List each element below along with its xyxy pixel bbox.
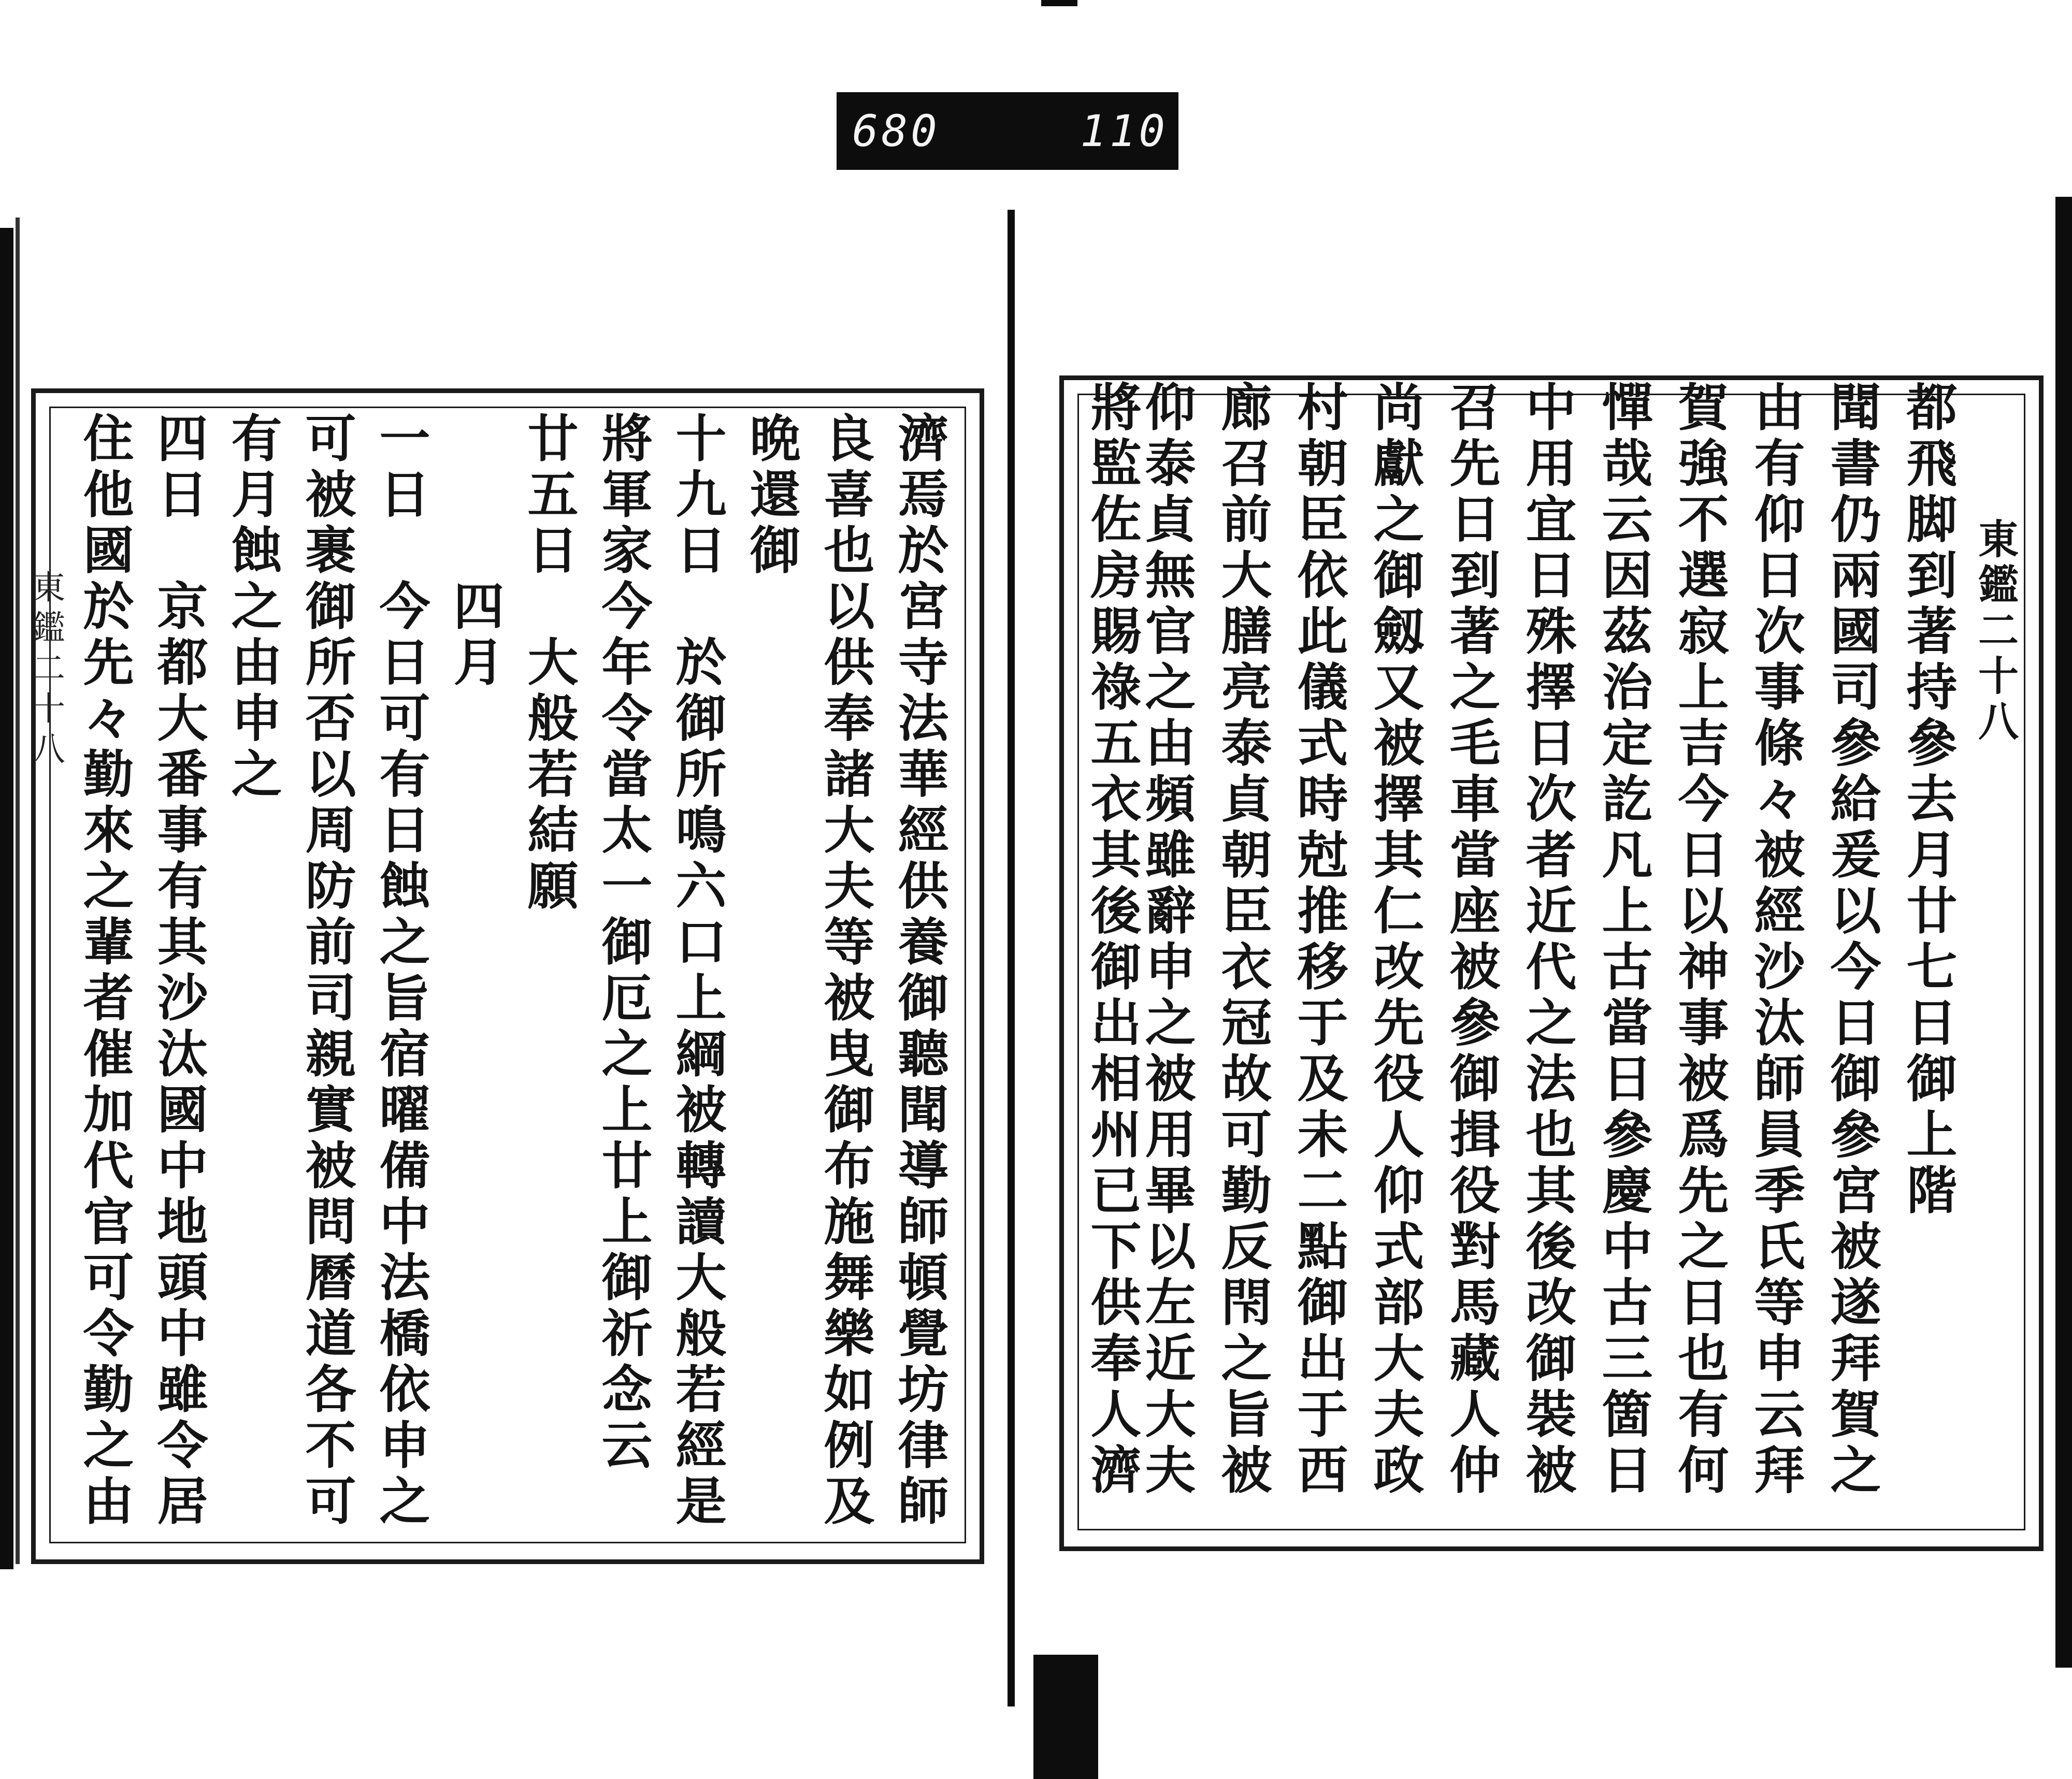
archive-label-left: 680: [852, 106, 940, 156]
right-page-column: 將監佐房賜祿五衣其後御出相州已下供奉人濟: [1082, 381, 1142, 1499]
book-spine: [1008, 210, 1015, 1706]
left-page-column: 四日 京都大番事有其沙汰國中地頭中雖令居: [149, 412, 208, 1530]
left-edge-shadow: [0, 228, 13, 1569]
left-page-column: 住他國於先々勤來之輩者催加代官可令勤之由: [75, 412, 134, 1530]
left-page-gutter-title: 東鑑二十八: [26, 570, 65, 772]
left-page-column: 濟焉於宮寺法華經供養御聽聞導師頓覺坊律師: [889, 412, 949, 1530]
left-page-column: 將軍家今年令當太一御厄之上廿上御祈念云: [593, 412, 653, 1474]
right-page-column: 中用宜日殊擇日次者近代之法也其後改御裝被: [1517, 381, 1577, 1499]
right-page-column: 廊召前大膳亮泰貞朝臣衣冠故可勤反閇之旨被: [1213, 381, 1272, 1499]
left-page-edge: [16, 218, 20, 1564]
right-edge-shadow: [2055, 197, 2072, 1668]
left-page-column: 一日 今日可有日蝕之旨宿曜備中法橋依申之: [371, 412, 430, 1530]
right-page-column: 賀強不選寂上吉今日以神事被爲先之日也有何: [1670, 381, 1729, 1499]
right-page-column: 尚獻之御劔又被擇其仁改先役人仰式部大夫政: [1365, 381, 1424, 1499]
left-page-column: 十九日 於御所鳴六口上綱被轉讀大般若經是: [667, 412, 727, 1530]
right-page-column: 仰泰貞無官之由頻雖辭申之被用畢以左近大夫: [1136, 381, 1196, 1499]
left-page-column: 有月蝕之由申之: [223, 412, 282, 803]
left-page-column: 四月: [445, 412, 505, 691]
left-page-column: 廿五日 大般若結願: [519, 412, 579, 915]
right-page-column: 村朝臣依此儀式時尅推移于及未二點御出于西: [1289, 381, 1348, 1499]
right-page-column: 聞書仍兩國司參給爰以今日御參宮被遂拜賀之: [1822, 381, 1881, 1499]
right-page-header: 東鑑二十八: [1972, 518, 2019, 746]
left-page-column: 良喜也以供奉諸大夫等被曳御布施舞樂如例及: [815, 412, 875, 1530]
right-page-column: 都飛脚到著持參去月廿七日御上階: [1898, 381, 1958, 1220]
right-page-column: 召先日到著之毛車當座被參御揖役對馬藏人仲: [1441, 381, 1501, 1499]
left-page-column: 晩還御: [741, 412, 801, 580]
left-page-column: 可被裹御所否以周防前司親實被問曆道各不可: [297, 412, 356, 1530]
right-page-column: 由有仰日次事條々被經沙汰師員季氏等申云拜: [1746, 381, 1805, 1499]
right-page-column: 憚哉云因茲治定訖凡上古當日參慶中古三箇日: [1593, 381, 1653, 1499]
top-scan-mark: [1041, 0, 1077, 6]
binding-shadow: [1033, 1655, 1098, 1779]
archive-label-right: 110: [1080, 106, 1168, 156]
archive-label: [837, 92, 1178, 170]
